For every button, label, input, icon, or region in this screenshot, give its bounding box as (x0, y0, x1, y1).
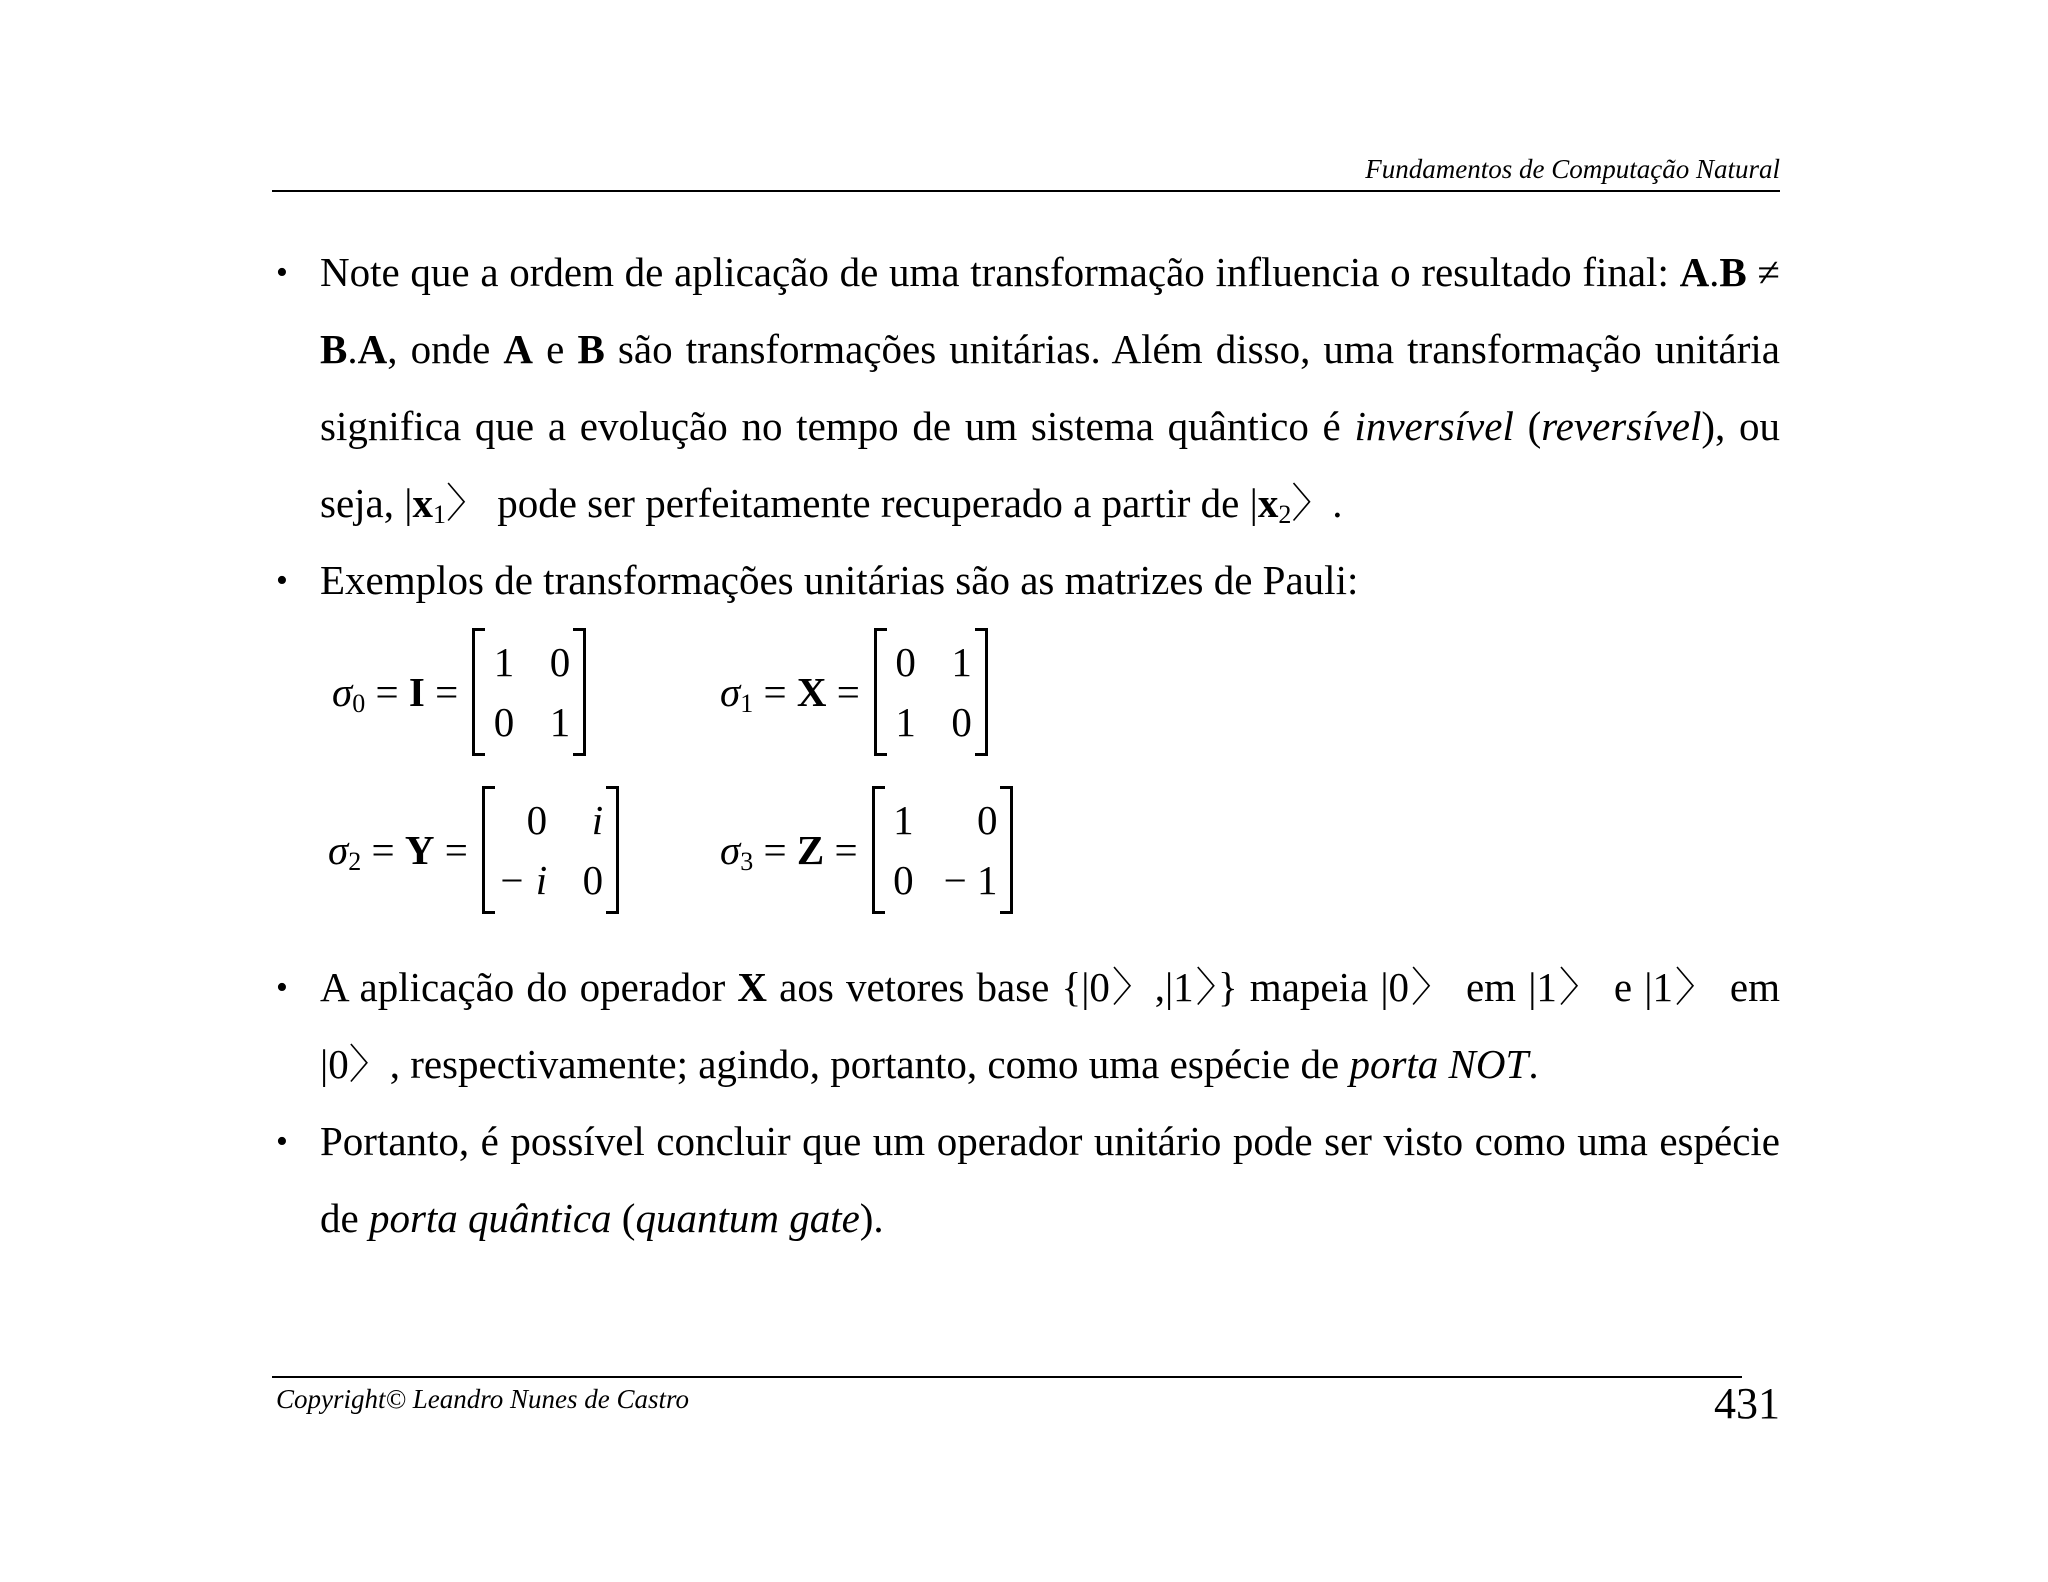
matrix (872, 786, 1014, 914)
matrix-cell: − 1 (943, 857, 998, 903)
dot-operator: . (347, 326, 358, 372)
subscript: 2 (348, 847, 362, 876)
paragraph-text: Note que a ordem de aplicação de uma transformação influencia o resultado final: (320, 249, 1669, 295)
paragraph-text: Portanto, é possível concluir que um operador unitário pode ser visto como uma espécie de (320, 1118, 1780, 1241)
paragraph-text: , onde (387, 326, 504, 372)
matrix-b: B (577, 326, 605, 372)
paragraph-text: e (533, 326, 578, 372)
matrix-cell: 0 (582, 857, 604, 903)
matrix-cell: 0 (549, 639, 571, 685)
operator-x: X (737, 964, 768, 1010)
subscript: 1 (740, 689, 754, 718)
vector-x: x (412, 480, 433, 526)
bullet-pauli-examples (272, 542, 1780, 619)
paragraph-text: aos vetores base {|0〉,|1〉} mapeia |0〉 em |1〉 e |1〉 em |0〉, respectivamente; agindo, portanto, como uma espécie de (320, 964, 1780, 1087)
paragraph-text: ). (859, 1195, 884, 1241)
term-porta-quantica: porta quântica (368, 1195, 612, 1241)
vector-x: x (1257, 480, 1279, 526)
subscript: 1 (432, 500, 446, 529)
subscript: 2 (1278, 500, 1292, 529)
matrix-row (272, 629, 1780, 787)
bullet-dot: • (276, 562, 288, 599)
paragraph-text: A aplicação do operador (320, 964, 738, 1010)
matrix-cell: 0 (951, 699, 972, 745)
matrix-cell: 1 (493, 639, 515, 685)
matrix-a: A (357, 326, 388, 372)
footer-rule (272, 1376, 1742, 1378)
paragraph-text: são transformações unitárias. Além disso, uma transformação unitária significa que a evolução no tempo de um sistema quântico é (320, 326, 1780, 449)
matrix (874, 628, 988, 756)
term-reversivel: reversível (1541, 403, 1702, 449)
pauli-matrices (272, 629, 1780, 949)
term-porta-not: porta NOT (1349, 1041, 1529, 1087)
bullet-dot: • (276, 254, 288, 291)
equals: = (824, 827, 858, 873)
bullet-dot: • (276, 1123, 288, 1160)
matrix-cell: i (591, 797, 604, 843)
matrix (472, 628, 586, 756)
term-quantum-gate: quantum gate (635, 1195, 860, 1241)
equation-lhs (720, 826, 858, 874)
bullet-dot: • (276, 969, 288, 1006)
matrix-cell: 0 (893, 857, 914, 903)
pauli-sigma2 (328, 787, 619, 913)
matrix-cell: 1 (549, 699, 571, 745)
paragraph-text: ( (1513, 403, 1542, 449)
term-inversivel: inversível (1354, 403, 1514, 449)
bullet-quantum-gate (272, 1103, 1780, 1257)
matrix-cell: 0 (895, 639, 916, 685)
equation-lhs (720, 668, 860, 716)
matrix-cell: 0 (493, 699, 515, 745)
copyright-notice: Copyright© Leandro Nunes de Castro (276, 1384, 690, 1414)
matrix-b: B (1719, 249, 1747, 295)
pauli-sigma0 (332, 629, 586, 755)
paragraph-text: ), ou seja, | (320, 403, 1781, 526)
page-body (272, 234, 1780, 1257)
equals: = (753, 669, 797, 715)
equals: = (424, 669, 459, 715)
matrix-cell: − i (497, 857, 548, 903)
paragraph-text: . (1528, 1041, 1539, 1087)
sigma-symbol: σ (332, 669, 353, 715)
sigma-symbol: σ (720, 669, 741, 715)
dot-operator: . (1709, 249, 1720, 295)
equals: = (361, 827, 405, 873)
matrix-cell: 0 (526, 797, 548, 843)
sigma-symbol: σ (720, 827, 741, 873)
subscript: 3 (740, 847, 754, 876)
matrix-b: B (320, 326, 348, 372)
running-header: Fundamentos de Computação Natural (272, 152, 1780, 192)
bullet-order-of-application (272, 234, 1780, 542)
operator-name: X (796, 669, 827, 715)
matrix-a: A (1679, 249, 1710, 295)
operator-name: I (408, 669, 425, 715)
operator-name: Y (404, 827, 435, 873)
equation-lhs (328, 826, 468, 874)
bullet-x-operator (272, 949, 1780, 1103)
paragraph-text: ( (611, 1195, 636, 1241)
not-equal-sign: ≠ (1746, 249, 1780, 295)
matrix (482, 786, 619, 914)
paragraph-text: 〉 pode ser perfeitamente recuperado a partir de | (445, 480, 1258, 526)
paragraph-text: 〉. (1291, 480, 1343, 526)
pauli-sigma1 (720, 629, 988, 755)
matrix-cell: 1 (893, 797, 914, 843)
equals: = (434, 827, 468, 873)
equals: = (826, 669, 860, 715)
matrix-cell: 0 (976, 797, 998, 843)
equation-lhs (332, 668, 458, 716)
matrix-cell: 1 (895, 699, 916, 745)
operator-name: Z (796, 827, 825, 873)
matrix-row (272, 787, 1780, 945)
pauli-sigma3 (720, 787, 1013, 913)
sigma-symbol: σ (328, 827, 349, 873)
subscript: 0 (352, 689, 366, 718)
paragraph-text: Exemplos de transformações unitárias são as matrizes de Pauli: (320, 557, 1359, 603)
matrix-a: A (503, 326, 534, 372)
page-number: 431 (1714, 1379, 1780, 1428)
equals: = (753, 827, 797, 873)
matrix-cell: 1 (951, 639, 972, 685)
equals: = (365, 669, 409, 715)
